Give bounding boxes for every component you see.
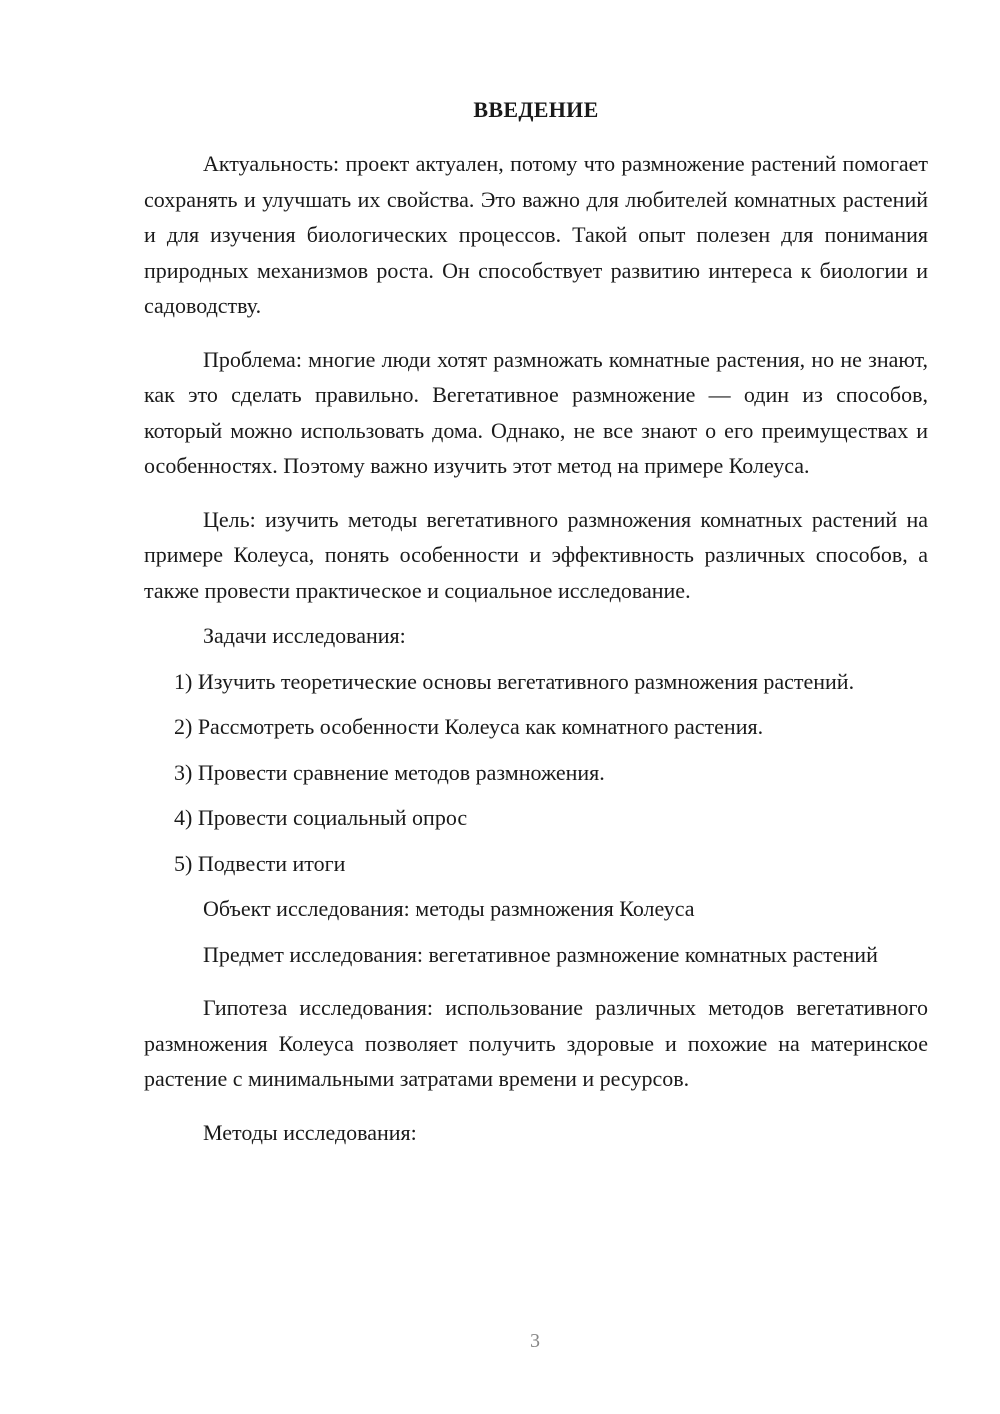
- page-number: 3: [530, 1330, 540, 1352]
- relevance-paragraph: Актуальность: проект актуален, потому что размножение растений помогает сохранять и улучшать их свойства. Это важно для любителей комнатных растений и для изучения биологических процессов. Такой опыт полезен для понимания природных механизмов роста. Он способствует развитию интереса к биологии и садоводству.: [144, 151, 928, 318]
- task-item: 4) Провести социальный опрос: [174, 805, 468, 830]
- task-item: 2) Рассмотреть особенности Колеуса как комнатного растения.: [174, 714, 764, 739]
- document-page: [144, 92, 928, 1160]
- goal-paragraph: Цель: изучить методы вегетативного размножения комнатных растений на примере Колеуса, понять особенности и эффективность различных способов, а также провести практическое и социальное исследование.: [144, 506, 928, 603]
- object-paragraph: Объект исследования: методы размножения Колеуса: [203, 896, 695, 921]
- methods-heading: Методы исследования:: [203, 1119, 417, 1145]
- problem-paragraph: Проблема: многие люди хотят размножать комнатные растения, но не знают, как это сделать правильно. Вегетативное размножение — один из способов, который можно использовать дома. Однако, не все знают о его преимуществах и особенностях. Поэтому важно изучить этот метод на примере Колеуса.: [144, 346, 928, 478]
- subject-paragraph: Предмет исследования: вегетативное размножение комнатных растений: [203, 941, 878, 967]
- task-item: 1) Изучить теоретические основы вегетативного размножения растений.: [174, 668, 855, 694]
- task-item: 5) Подвести итоги: [174, 850, 346, 876]
- section-title: ВВЕДЕНИЕ: [473, 97, 599, 122]
- task-item: 3) Провести сравнение методов размножения.: [174, 759, 605, 785]
- tasks-heading: Задачи исследования:: [203, 623, 406, 648]
- hypothesis-paragraph: Гипотеза исследования: использование различных методов вегетативного размножения Колеуса позволяет получить здоровые и похожие на материнское растение с минимальными затратами времени и ресурсов.: [144, 995, 928, 1091]
